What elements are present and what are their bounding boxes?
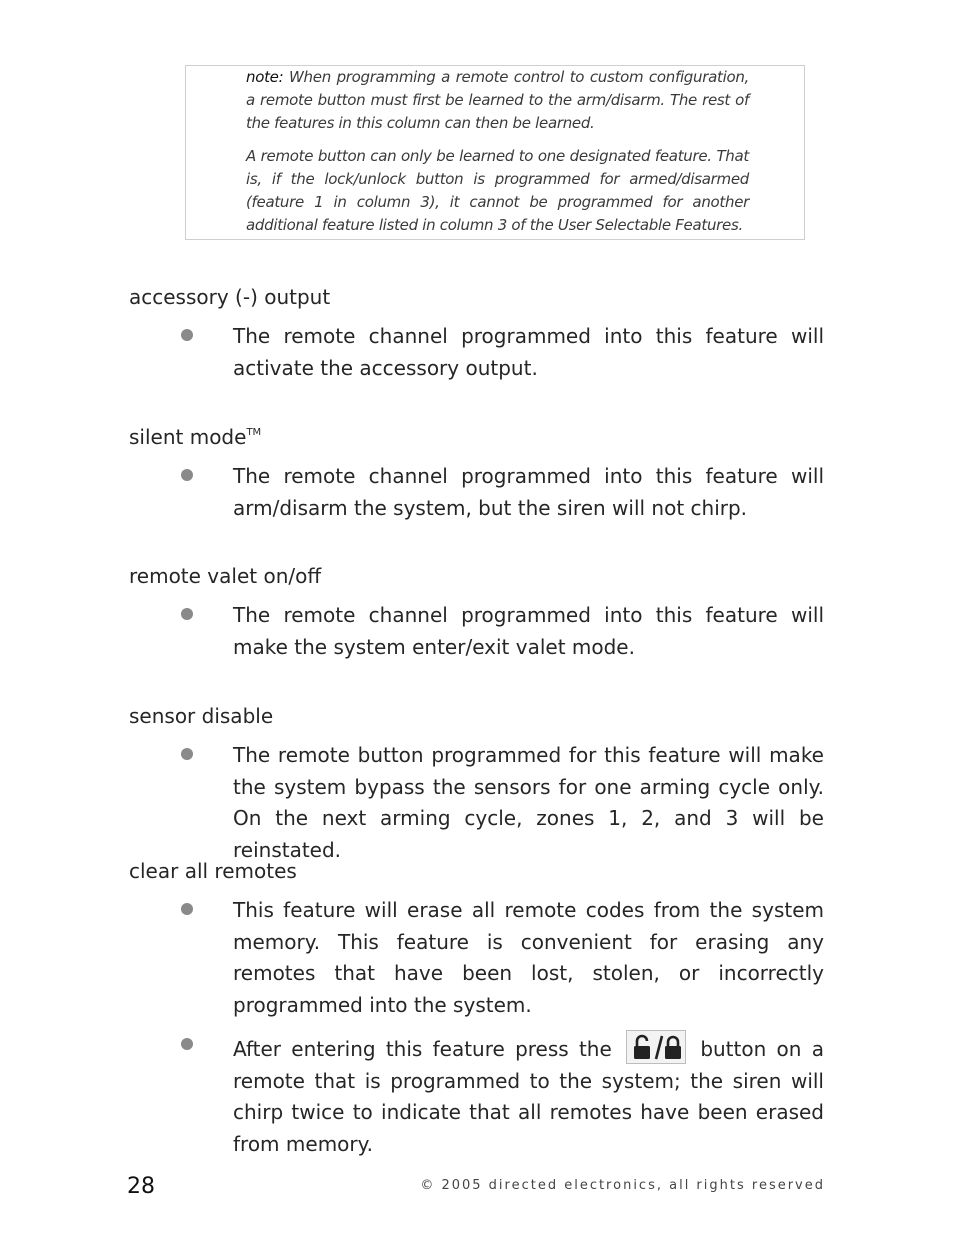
- bullet: [181, 329, 193, 341]
- heading-silent-mode-text: silent mode: [129, 425, 247, 449]
- lock-unlock-icon: [626, 1030, 686, 1064]
- note-text-1: When programming a remote control to custom configuration, a remote button must first be learned to the arm/disarm. The rest of the features in this column can then be learned.: [246, 68, 749, 132]
- copyright-notice: © 2005 directed electronics, all rights reserved: [420, 1178, 825, 1193]
- trademark-mark: TM: [246, 427, 262, 438]
- heading-silent-mode: [129, 424, 261, 450]
- heading-remote-valet: remote valet on/off: [129, 564, 322, 588]
- item-clear-all-remotes-1: This feature will erase all remote codes from the system memory. This feature is convenient for erasing any remotes that have been lost, stolen, or incorrectly programmed into the system.: [233, 898, 824, 1017]
- note-paragraph-2: A remote button can only be learned to one designated feature. That is, if the lock/unlock button is programmed for armed/disarmed (feature 1 in column 3), it cannot be programmed for another additional feature listed in column 3 of the User Selectable Features.: [246, 147, 749, 234]
- item-remote-valet: The remote channel programmed into this feature will make the system enter/exit valet mode.: [233, 603, 824, 659]
- bullet: [181, 608, 193, 620]
- item-text-before-icon: After entering this feature press the: [233, 1037, 612, 1061]
- page-number: 28: [127, 1174, 155, 1199]
- item-clear-all-remotes-2: [233, 1030, 824, 1160]
- note-label: note:: [246, 68, 284, 86]
- item-text-after-icon: button on a remote that is programmed to the system; the siren will chirp twice to indicate that all remotes have been erased from memory.: [233, 1037, 824, 1156]
- item-accessory-output: The remote channel programmed into this feature will activate the accessory output.: [233, 324, 824, 380]
- heading-clear-all-remotes: clear all remotes: [129, 859, 297, 883]
- bullet: [181, 748, 193, 760]
- heading-sensor-disable: sensor disable: [129, 704, 274, 728]
- bullet: [181, 903, 193, 915]
- item-sensor-disable: The remote button programmed for this feature will make the system bypass the sensors for one arming cycle only. On the next arming cycle, zones 1, 2, and 3 will be reinstated.: [233, 743, 824, 862]
- heading-accessory-output: accessory (-) output: [129, 285, 331, 309]
- item-silent-mode: The remote channel programmed into this feature will arm/disarm the system, but the siren will not chirp.: [233, 464, 824, 520]
- bullet: [181, 469, 193, 481]
- bullet: [181, 1038, 193, 1050]
- note-paragraph-1: [246, 66, 749, 135]
- note-box: [185, 65, 805, 240]
